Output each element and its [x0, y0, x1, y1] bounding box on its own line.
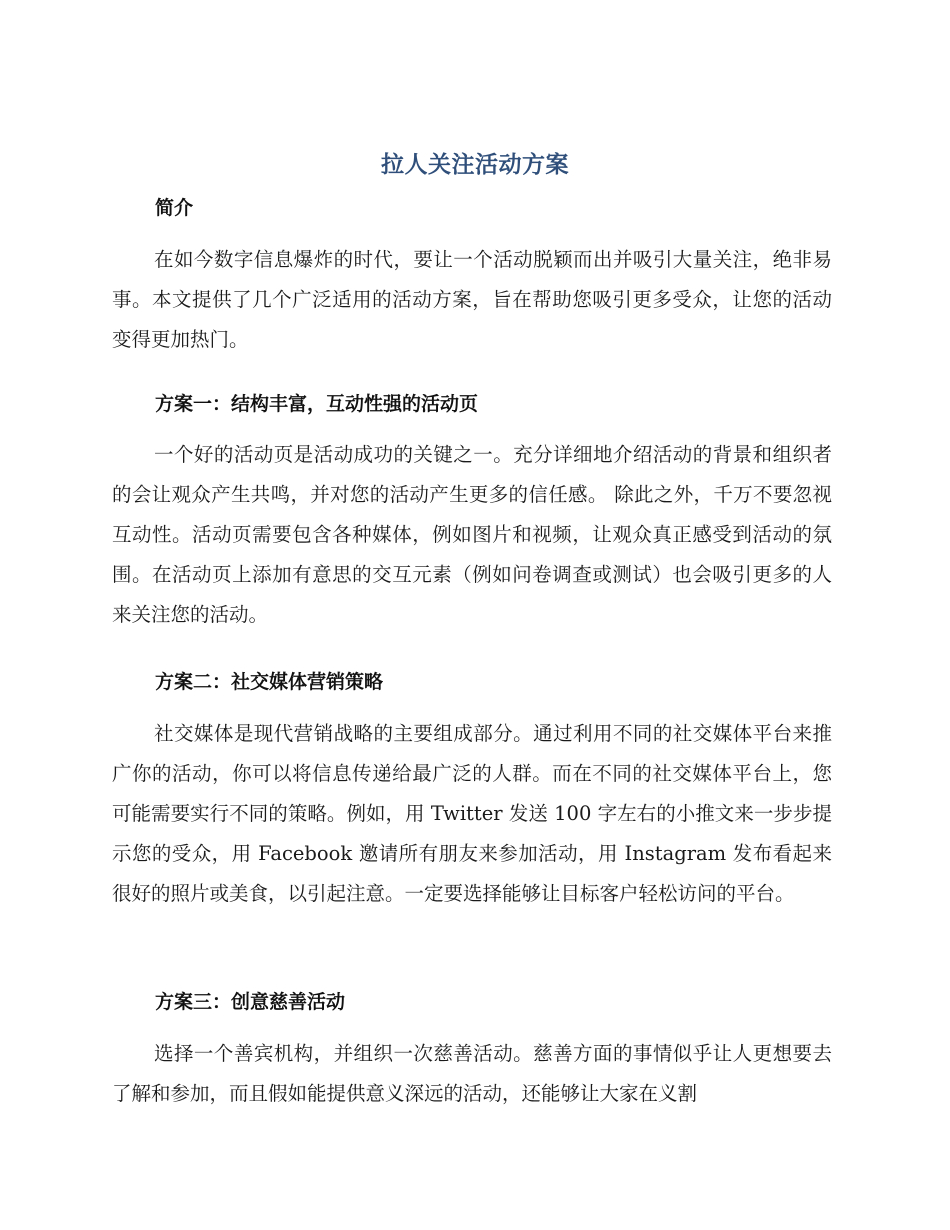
section-paragraph-intro: 在如今数字信息爆炸的时代，要让一个活动脱颖而出并吸引大量关注，绝非易事。本文提供了几个广泛适用的活动方案，旨在帮助您吸引更多受众，让您的活动变得更加热门。 — [112, 248, 832, 351]
section-paragraph-plan-3: 选择一个善宾机构，并组织一次慈善活动。慈善方面的事情似乎让人更想要去了解和参加，而且假如能提供意义深远的活动，还能够让大家在义割 — [112, 1042, 832, 1105]
section-heading-plan-1: 方案一：结构丰富，互动性强的活动页 — [155, 393, 479, 415]
section-paragraph-plan-2: 社交媒体是现代营销战略的主要组成部分。通过利用不同的社交媒体平台来推广你的活动，你可以将信息传递给最广泛的人群。而在不同的社交媒体平台上，您可能需要实行不同的策略。例如，用 Twitter 发送 100 字左右的小推文来一步步提示您的受众，用 Facebook 邀请所有朋友来参加活动，用 Instagram 发布看起来很好的照片或美食，以引起注意。一定要选择能够让目标客户轻松访问的平台。 — [112, 722, 832, 905]
section-paragraph-plan-1: 一个好的活动页是活动成功的关键之一。充分详细地介绍活动的背景和组织者的会让观众产生共鸣，并对您的活动产生更多的信任感。 除此之外，千万不要忽视互动性。活动页需要包含各种媒体，例如图片和视频，让观众真正感受到活动的氛围。在活动页上添加有意思的交互元素（例如问卷调查或测试）也会吸引更多的人来关注您的活动。 — [112, 443, 832, 626]
section-heading-intro: 简介 — [155, 197, 194, 219]
document-title: 拉人关注活动方案 — [381, 152, 569, 178]
section-heading-plan-3: 方案三：创意慈善活动 — [155, 991, 346, 1013]
section-heading-plan-2: 方案二：社交媒体营销策略 — [155, 671, 384, 693]
